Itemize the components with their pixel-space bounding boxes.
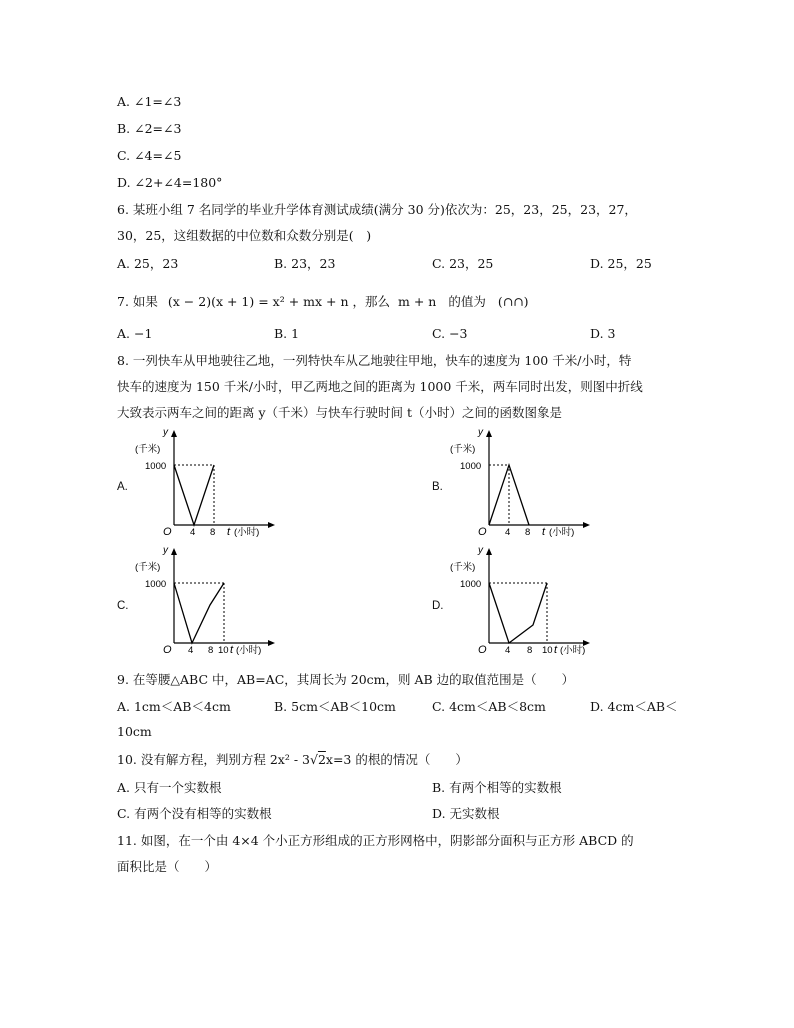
graph-d	[445, 543, 595, 658]
graph-d-tick-8: 8	[527, 645, 533, 656]
q7-option-d: D. 3	[590, 326, 616, 341]
graph-b-y-unit: (千米)	[450, 444, 476, 455]
graph-c-origin: O	[163, 644, 172, 656]
q8-stem-line1: 8. 一列快车从甲地驶往乙地，一列特快车从乙地驶往甲地，快车的速度为 100 千米/小时，特	[117, 353, 632, 368]
graph-d-origin: O	[478, 644, 487, 656]
q5-option-b: B. ∠2=∠3	[117, 121, 182, 136]
q9-option-a: A. 1cm＜AB＜4cm	[117, 699, 231, 714]
graph-c-tick-8: 8	[208, 645, 214, 656]
graph-a-y-label: y	[163, 427, 168, 438]
graph-a-y-unit: (千米)	[135, 444, 161, 455]
graph-a-t-unit: (小时)	[234, 527, 260, 538]
graph-c-tick-10: 10	[218, 645, 229, 656]
graph-d-y-unit: (千米)	[450, 562, 476, 573]
graph-c-t-label: t	[230, 644, 234, 656]
graph-b-label: B.	[432, 481, 443, 493]
q9-option-d: D. 4cm＜AB＜	[590, 699, 678, 714]
graph-d-y-tick: 1000	[460, 579, 482, 590]
q7-mid: ，那么	[352, 294, 391, 309]
q10-option-c: C. 有两个没有相等的实数根	[117, 806, 272, 821]
graph-c	[130, 543, 280, 658]
q8-stem-line2: 快车的速度为 150 千米/小时，甲乙两地之间的距离为 1000 千米，两车同时出发，则图中折线	[117, 379, 643, 394]
q7-stem	[117, 294, 529, 310]
q9-stem: 9. 在等腰△ABC 中，AB=AC，其周长为 20cm，则 AB 边的取值范围是（ ）	[117, 672, 575, 687]
graph-c-y-unit: (千米)	[135, 562, 161, 573]
q9-option-d-wrap: 10cm	[117, 724, 152, 739]
graph-b-t-unit: (小时)	[549, 527, 575, 538]
q8-stem-line3: 大致表示两车之间的距离 y（千米）与快车行驶时间 t（小时）之间的函数图象是	[117, 405, 563, 420]
q5-option-a: A. ∠1=∠3	[117, 94, 182, 109]
graph-c-y-tick: 1000	[145, 579, 167, 590]
q10-option-a: A. 只有一个实数根	[117, 780, 222, 795]
q7-paren: (∩∩)	[497, 294, 529, 309]
graph-a-origin: O	[163, 526, 172, 538]
graph-d-t-unit: (小时)	[560, 645, 586, 656]
graph-d-label: D.	[432, 600, 444, 612]
q9-option-b: B. 5cm＜AB＜10cm	[274, 699, 396, 714]
q10-option-d: D. 无实数根	[432, 806, 500, 821]
q9-option-c: C. 4cm＜AB＜8cm	[432, 699, 546, 714]
q11-stem-line1: 11. 如图，在一个由 4×4 个小正方形组成的正方形网格中，阴影部分面积与正方形 ABCD 的	[117, 833, 634, 848]
sqrt-icon: √	[309, 752, 318, 767]
graph-b	[445, 425, 595, 540]
q11-stem-line2: 面积比是（ ）	[117, 859, 218, 874]
graph-c-label: C.	[117, 600, 129, 612]
graph-a-t-label: t	[227, 526, 231, 538]
graph-a	[130, 425, 280, 540]
q6-stem-line1: 6. 某班小组 7 名同学的毕业升学体育测试成绩(满分 30 分)依次为：25，23，25，23，27，	[117, 202, 637, 217]
q10-prefix: 10. 没有解方程，判别方程 2x² - 3	[117, 752, 310, 767]
graph-b-t-label: t	[542, 526, 546, 538]
q10-suffix: x=3 的根的情况（ ）	[325, 752, 468, 767]
q7-suffix: 的值为	[448, 294, 486, 309]
graph-b-origin: O	[478, 526, 487, 538]
q7-option-b: B. 1	[274, 326, 300, 341]
graph-b-tick-8: 8	[525, 527, 531, 538]
q6-option-b: B. 23，23	[274, 256, 336, 271]
q6-option-d: D. 25，25	[590, 256, 652, 271]
graph-b-y-label: y	[478, 427, 483, 438]
q7-prefix: 7. 如果	[117, 294, 158, 309]
q10-stem	[117, 752, 468, 768]
q10-radical: 2	[317, 752, 326, 767]
q7-expression: (x − 2)(x + 1) = x² + mx + n	[167, 294, 349, 309]
q7-expression-2: m + n	[398, 294, 437, 309]
graph-c-y-label: y	[163, 545, 168, 556]
q7-option-a: A. −1	[117, 326, 153, 341]
graph-b-tick-4: 4	[505, 527, 511, 538]
q5-option-d: D. ∠2+∠4=180°	[117, 175, 223, 190]
graph-d-t-label: t	[554, 644, 558, 656]
graph-d-y-label: y	[478, 545, 483, 556]
graph-b-y-tick: 1000	[460, 461, 482, 472]
q7-option-c: C. −3	[432, 326, 468, 341]
q5-option-c: C. ∠4=∠5	[117, 148, 182, 163]
graph-d-tick-10: 10	[542, 645, 553, 656]
graph-a-tick-4: 4	[190, 527, 196, 538]
graph-c-tick-4: 4	[188, 645, 194, 656]
graph-a-label: A.	[117, 481, 128, 493]
graph-a-tick-8: 8	[210, 527, 216, 538]
graph-d-tick-4: 4	[505, 645, 511, 656]
q6-option-a: A. 25，23	[117, 256, 179, 271]
graph-a-y-tick: 1000	[145, 461, 167, 472]
q6-stem-line2: 30，25，这组数据的中位数和众数分别是( )	[117, 228, 372, 243]
q6-option-c: C. 23，25	[432, 256, 494, 271]
graph-c-t-unit: (小时)	[236, 645, 262, 656]
q10-option-b: B. 有两个相等的实数根	[432, 780, 562, 795]
